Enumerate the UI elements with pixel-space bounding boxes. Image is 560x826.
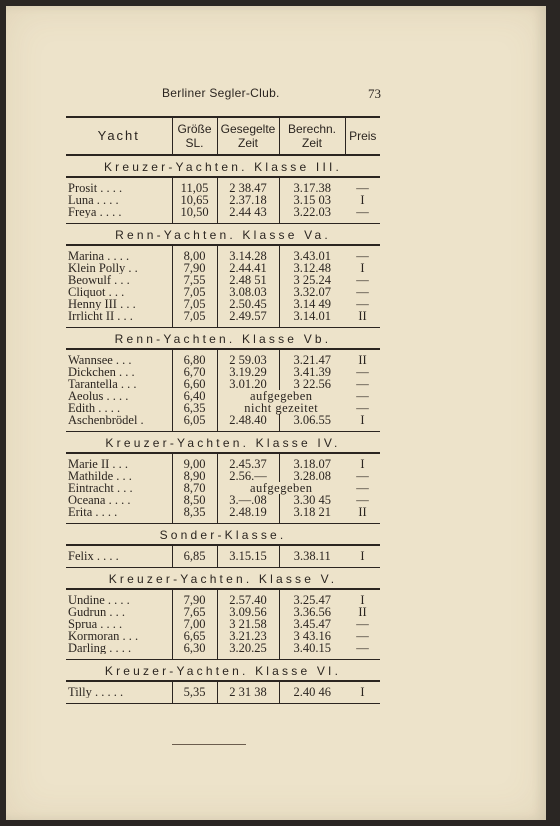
table-row — [66, 402, 380, 414]
yacht-name: Sprua . . . . — [68, 618, 123, 630]
sailed-time: 2.48.40 — [217, 414, 279, 426]
yacht-name: Cliquot . . . — [68, 286, 125, 298]
calculated-time: 3.32.07 — [279, 286, 345, 298]
table-row — [66, 642, 380, 654]
table-row — [66, 390, 380, 402]
prize: II — [358, 353, 367, 367]
calculated-time: 3.45.47 — [279, 618, 345, 630]
yacht-name: Klein Polly . . — [68, 262, 138, 274]
table-row — [66, 550, 380, 562]
yacht-size: 8,50 — [172, 494, 217, 506]
yacht-size: 7,00 — [172, 618, 217, 630]
yacht-size: 6,30 — [172, 642, 217, 654]
prize: I — [360, 685, 365, 699]
calculated-time: 3.30 45 — [279, 494, 345, 506]
yacht-name: Prosit . . . . — [68, 182, 123, 194]
class-section-rows — [66, 681, 380, 704]
sailed-time: 3 21.58 — [217, 618, 279, 630]
class-section-heading — [66, 568, 380, 590]
yacht-name: Undine . . . . — [68, 594, 130, 606]
col-header-size: Größe SL. — [172, 117, 217, 155]
sailed-time: 3.21.23 — [217, 630, 279, 642]
section-title: Kreuzer-Yachten. Klasse III. — [66, 155, 380, 177]
table-row — [66, 194, 380, 206]
calculated-time: 3.14.01 — [279, 310, 345, 322]
yacht-size: 7,90 — [172, 262, 217, 274]
yacht-size: 7,65 — [172, 606, 217, 618]
calculated-time: 3.43.01 — [279, 250, 345, 262]
prize: — — [356, 365, 369, 379]
yacht-size: 8,35 — [172, 506, 217, 518]
table-row — [66, 182, 380, 194]
yacht-name: Tarantella . . . — [68, 378, 137, 390]
sailed-time: 3.01.20 — [217, 378, 279, 390]
yacht-name: Dickchen . . . — [68, 366, 135, 378]
table-row — [66, 482, 380, 494]
col-header-calculated-time: Berechn. Zeit — [279, 117, 345, 155]
results-table-wrap — [66, 116, 380, 704]
prize: — — [356, 617, 369, 631]
calculated-time: 3.06.55 — [279, 414, 345, 426]
yacht-size: 6,85 — [172, 550, 217, 562]
result-note: aufgegeben — [217, 482, 345, 494]
prize: — — [356, 205, 369, 219]
calculated-time: 3.12.48 — [279, 262, 345, 274]
prize: — — [356, 389, 369, 403]
col-header-prize: Preis — [345, 117, 380, 155]
calculated-time: 3 43.16 — [279, 630, 345, 642]
sailed-time: 2.57.40 — [217, 594, 279, 606]
prize: I — [360, 549, 365, 563]
sailed-time: 2.37.18 — [217, 194, 279, 206]
yacht-name: Oceana . . . . — [68, 494, 131, 506]
table-row — [66, 262, 380, 274]
calculated-time: 3.18 21 — [279, 506, 345, 518]
yacht-name: Eintracht . . . — [68, 482, 133, 494]
yacht-name: Marie II . . . — [68, 458, 129, 470]
results-table — [66, 116, 380, 704]
yacht-name: Erita . . . . — [68, 506, 118, 518]
class-section-rows — [66, 177, 380, 224]
yacht-name: Henny III . . . — [68, 298, 136, 310]
sailed-time: 2.48.19 — [217, 506, 279, 518]
book-page — [6, 6, 546, 820]
calculated-time: 3.38.11 — [279, 550, 345, 562]
section-title: Kreuzer-Yachten. Klasse VI. — [66, 660, 380, 682]
yacht-name: Luna . . . . — [68, 194, 119, 206]
sailed-time: 2 31 38 — [217, 686, 279, 698]
table-row — [66, 298, 380, 310]
calculated-time: 3.15 03 — [279, 194, 345, 206]
sailed-time: 2.45.37 — [217, 458, 279, 470]
sailed-time: 3.14.28 — [217, 250, 279, 262]
sailed-time: 3.15.15 — [217, 550, 279, 562]
yacht-name: Tilly . . . . . — [68, 686, 124, 698]
prize: — — [356, 481, 369, 495]
yacht-size: 7,90 — [172, 594, 217, 606]
table-row — [66, 458, 380, 470]
prize: I — [360, 413, 365, 427]
section-title: Renn-Yachten. Klasse Vb. — [66, 328, 380, 350]
calculated-time: 3 25.24 — [279, 274, 345, 286]
yacht-size: 6,40 — [172, 390, 217, 402]
section-title: Kreuzer-Yachten. Klasse IV. — [66, 432, 380, 454]
table-row — [66, 618, 380, 630]
sailed-time: 3.20.25 — [217, 642, 279, 654]
section-title: Renn-Yachten. Klasse Va. — [66, 224, 380, 246]
table-row — [66, 606, 380, 618]
table-row — [66, 366, 380, 378]
prize: — — [356, 401, 369, 415]
class-section-rows — [66, 453, 380, 524]
yacht-name: Aeolus . . . . — [68, 390, 129, 402]
class-section-rows — [66, 589, 380, 660]
table-row — [66, 494, 380, 506]
prize: II — [358, 605, 367, 619]
prize: I — [360, 457, 365, 471]
prize: — — [356, 297, 369, 311]
yacht-name: Marina . . . . — [68, 250, 130, 262]
prize: — — [356, 273, 369, 287]
yacht-name: Gudrun . . . — [68, 606, 125, 618]
table-row — [66, 310, 380, 322]
page-header — [66, 86, 386, 106]
sailed-time: 3.19.29 — [217, 366, 279, 378]
sailed-time: 2 38.47 — [217, 182, 279, 194]
section-title: Kreuzer-Yachten. Klasse V. — [66, 568, 380, 590]
class-section-rows — [66, 245, 380, 328]
yacht-name: Beowulf . . . — [68, 274, 130, 286]
yacht-size: 6,05 — [172, 414, 217, 426]
calculated-time: 3.14 49 — [279, 298, 345, 310]
prize: — — [356, 469, 369, 483]
sailed-time: 3.08.03 — [217, 286, 279, 298]
table-row — [66, 286, 380, 298]
table-row — [66, 470, 380, 482]
yacht-size: 10,65 — [172, 194, 217, 206]
yacht-size: 9,00 — [172, 458, 217, 470]
yacht-size: 8,70 — [172, 482, 217, 494]
calculated-time: 3.18.07 — [279, 458, 345, 470]
class-section-heading — [66, 328, 380, 350]
prize: — — [356, 285, 369, 299]
class-section-heading — [66, 524, 380, 546]
table-row — [66, 594, 380, 606]
calculated-time: 3.36.56 — [279, 606, 345, 618]
class-section-rows — [66, 545, 380, 568]
section-title: Sonder-Klasse. — [66, 524, 380, 546]
class-section-heading — [66, 155, 380, 177]
result-note: aufgegeben — [217, 390, 345, 402]
yacht-size: 7,55 — [172, 274, 217, 286]
result-note: nicht gezeitet — [217, 402, 345, 414]
table-row — [66, 414, 380, 426]
table-row — [66, 354, 380, 366]
prize: — — [356, 181, 369, 195]
prize: — — [356, 249, 369, 263]
yacht-size: 8,00 — [172, 250, 217, 262]
table-row — [66, 274, 380, 286]
yacht-name: Mathilde . . . — [68, 470, 132, 482]
yacht-name: Edith . . . . — [68, 402, 121, 414]
sailed-time: 2.48 51 — [217, 274, 279, 286]
sailed-time: 3.09.56 — [217, 606, 279, 618]
prize: — — [356, 629, 369, 643]
table-row — [66, 630, 380, 642]
calculated-time: 3.22.03 — [279, 206, 345, 218]
prize: — — [356, 493, 369, 507]
prize: I — [360, 593, 365, 607]
yacht-size: 6,70 — [172, 366, 217, 378]
yacht-name: Darling . . . . — [68, 642, 132, 654]
table-row — [66, 378, 380, 390]
yacht-size: 6,35 — [172, 402, 217, 414]
class-section-heading — [66, 224, 380, 246]
sailed-time: 3.—.08 — [217, 494, 279, 506]
page-number: 73 — [368, 86, 381, 101]
table-row — [66, 506, 380, 518]
yacht-size: 10,50 — [172, 206, 217, 218]
prize: — — [356, 377, 369, 391]
yacht-name: Aschenbrödel . — [68, 414, 144, 426]
col-header-sailed-time: Gesegelte Zeit — [217, 117, 279, 155]
prize: II — [358, 309, 367, 323]
sailed-time: 2.50.45 — [217, 298, 279, 310]
yacht-name: Irrlicht II . . . — [68, 310, 133, 322]
calculated-time: 3.40.15 — [279, 642, 345, 654]
yacht-size: 6,80 — [172, 354, 217, 366]
class-section-heading — [66, 660, 380, 682]
yacht-name: Freya . . . . — [68, 206, 122, 218]
yacht-size: 7,05 — [172, 298, 217, 310]
calculated-time: 3 22.56 — [279, 378, 345, 390]
yacht-name: Felix . . . . — [68, 550, 119, 562]
sailed-time: 2.56.— — [217, 470, 279, 482]
table-header — [66, 117, 380, 155]
table-row — [66, 250, 380, 262]
yacht-size: 8,90 — [172, 470, 217, 482]
yacht-size: 6,65 — [172, 630, 217, 642]
prize: I — [360, 193, 365, 207]
yacht-size: 11,05 — [172, 182, 217, 194]
sailed-time: 2 59.03 — [217, 354, 279, 366]
calculated-time: 3.28.08 — [279, 470, 345, 482]
yacht-name: Kormoran . . . — [68, 630, 139, 642]
col-header-yacht: Yacht — [66, 117, 172, 155]
class-section-rows — [66, 349, 380, 432]
prize: — — [356, 641, 369, 655]
sailed-time: 2.44.41 — [217, 262, 279, 274]
calculated-time: 3.21.47 — [279, 354, 345, 366]
yacht-name: Wannsee . . . — [68, 354, 132, 366]
yacht-size: 7,05 — [172, 286, 217, 298]
calculated-time: 2.40 46 — [279, 686, 345, 698]
calculated-time: 3.41.39 — [279, 366, 345, 378]
footer-rule — [172, 744, 246, 745]
calculated-time: 3.25.47 — [279, 594, 345, 606]
sailed-time: 2.49.57 — [217, 310, 279, 322]
sailed-time: 2.44 43 — [217, 206, 279, 218]
yacht-size: 6,60 — [172, 378, 217, 390]
prize: I — [360, 261, 365, 275]
calculated-time: 3.17.38 — [279, 182, 345, 194]
prize: II — [358, 505, 367, 519]
class-section-heading — [66, 432, 380, 454]
yacht-size: 5,35 — [172, 686, 217, 698]
running-title: Berliner Segler-Club. — [162, 86, 280, 100]
yacht-size: 7,05 — [172, 310, 217, 322]
table-row — [66, 206, 380, 218]
table-row — [66, 686, 380, 698]
